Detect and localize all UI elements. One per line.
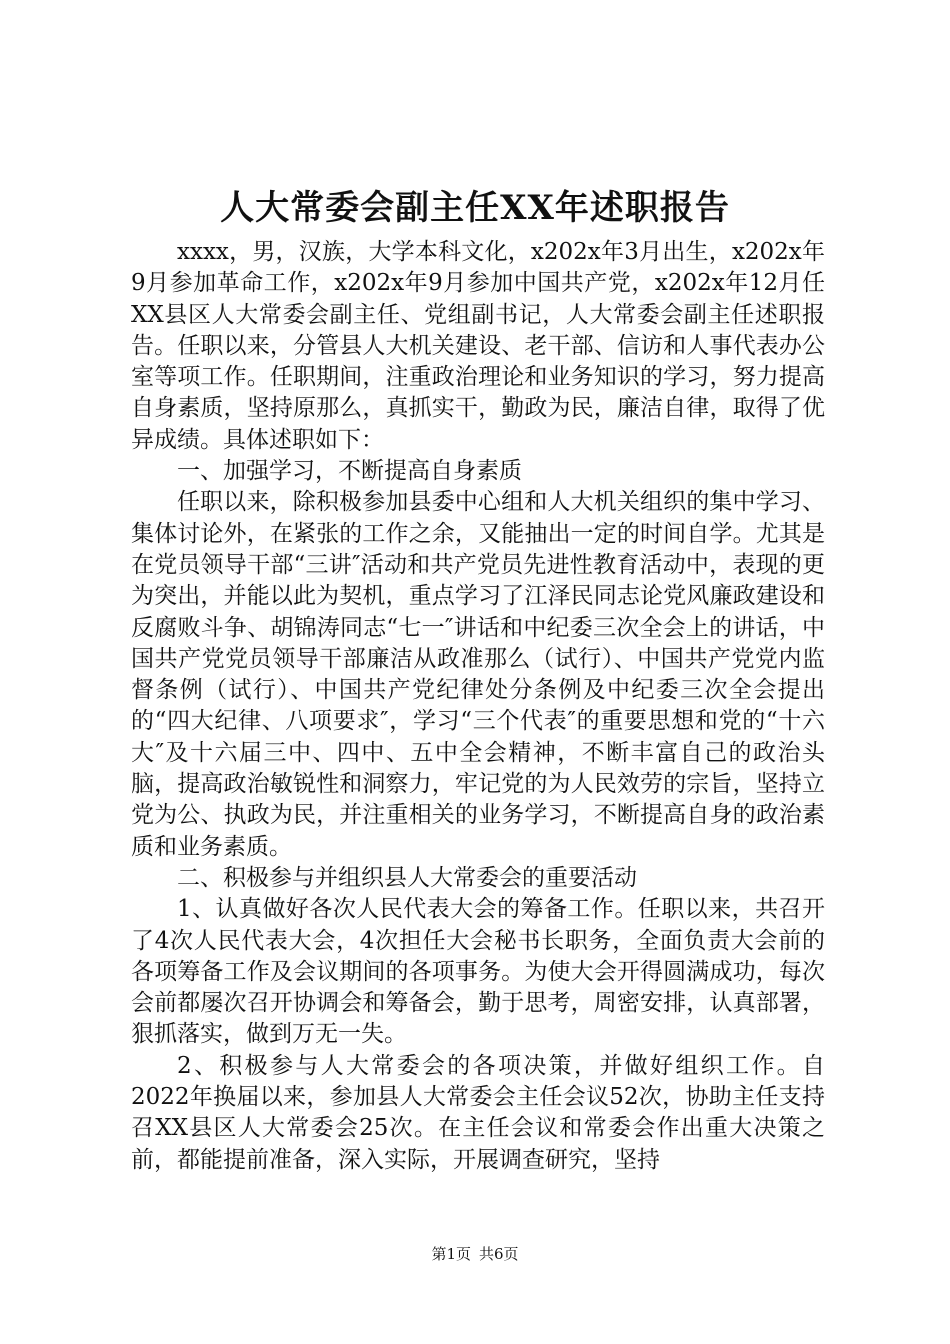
document-title: 人大常委会副主任XX年述职报告 [220, 188, 730, 228]
document-body [131, 237, 825, 1176]
section-heading-1: 一、加强学习，不断提高自身素质 [177, 458, 522, 485]
paragraph-intro: xxxx，男，汉族，大学本科文化，x202x年3月出生，x202x年9月参加革命工作，x202x年9月参加中国共产党，x202x年12月任XX县区人大常委会副主任、党组副书记，人大常委会副主任述职报告。任职以来，分管县人大机关建设、老干部、信访和人事代表办公室等项工作。任职期间，注重政治理论和业务知识的学习，努力提高自身素质，坚持原那么，真抓实干，勤政为民，廉洁自律，取得了优异成绩。具体述职如下： [131, 239, 825, 453]
page-footer [0, 1244, 950, 1264]
paragraph-decisions: 2、积极参与人大常委会的各项决策，并做好组织工作。自2022年换届以来，参加县人大常委会主任会议52次，协助主任支持召XX县区人大常委会25次。在主任会议和常委会作出重大决策之前，都能提前准备，深入实际，开展调查研究，坚持 [131, 1052, 825, 1173]
paragraph-congress-prep: 1、认真做好各次人民代表大会的筹备工作。任职以来，共召开了4次人民代表大会，4次担任大会秘书长职务，全面负责大会前的各项筹备工作及会议期间的各项事务。为使大会开得圆满成功，每次会前都屡次召开协调会和筹备会，勤于思考，周密安排，认真部署，狠抓落实，做到万无一失。 [131, 896, 825, 1048]
page-total: 共6页 [479, 1245, 519, 1263]
section-heading-2: 二、积极参与并组织县人大常委会的重要活动 [177, 864, 637, 891]
paragraph-study: 任职以来，除积极参加县委中心组和人大机关组织的集中学习、集体讨论外，在紧张的工作之余，又能抽出一定的时间自学。尤其是在党员领导干部“三讲″活动和共产党员先进性教育活动中，表现的更为突出，并能以此为契机，重点学习了江泽民同志论党风廉政建设和反腐败斗争、胡锦涛同志“七一″讲话和中纪委三次全会上的讲话，中国共产党党员领导干部廉洁从政准那么（试行）、中国共产党党内监督条例（试行）、中国共产党纪律处分条例及中纪委三次全会提出的“四大纪律、八项要求″，学习“三个代表″的重要思想和党的“十六大″及十六届三中、四中、五中全会精神，不断丰富自己的政治头脑，提高政治敏锐性和洞察力，牢记党的为人民效劳的宗旨，坚持立党为公、执政为民，并注重相关的业务学习，不断提高自身的政治素质和业务素质。 [131, 489, 825, 860]
page-number: 第1页 [431, 1245, 471, 1263]
